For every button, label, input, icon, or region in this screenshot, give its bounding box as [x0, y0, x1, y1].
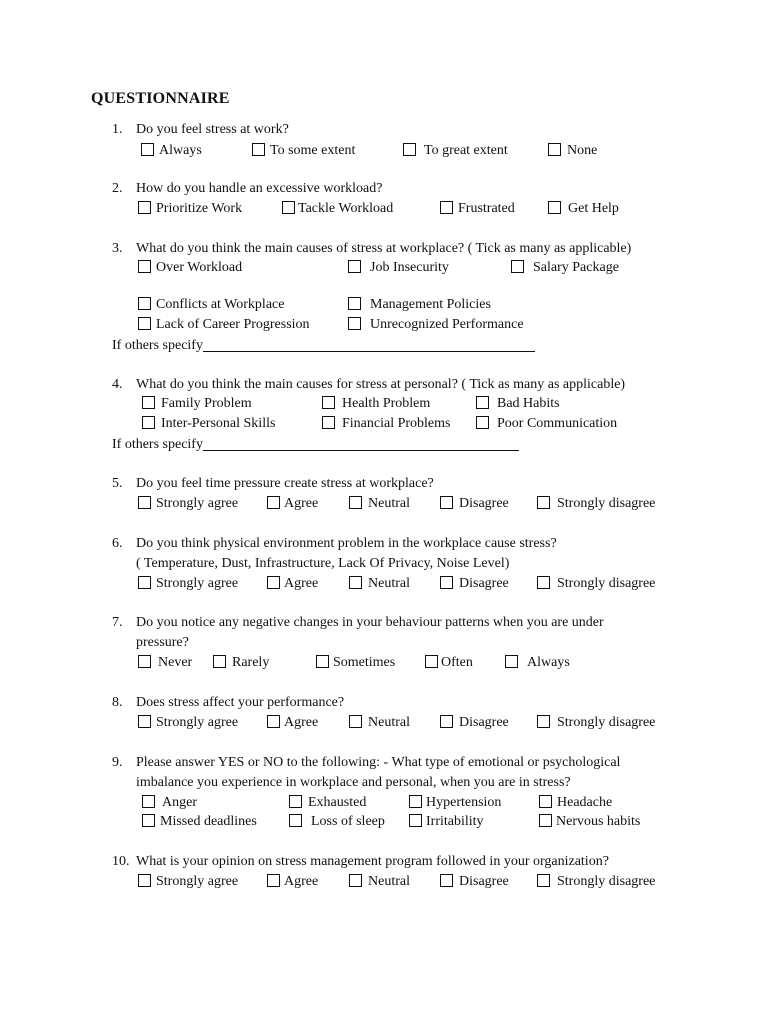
checkbox[interactable] — [348, 260, 361, 273]
question-number: 7. — [112, 615, 123, 630]
checkbox[interactable] — [142, 814, 155, 827]
option-rarely[interactable]: Rarely — [213, 654, 269, 672]
checkbox[interactable] — [289, 814, 302, 827]
checkbox[interactable] — [440, 874, 453, 887]
option-irritability[interactable]: Irritability — [409, 813, 484, 831]
question-number: 1. — [112, 122, 123, 137]
specify-line[interactable] — [203, 337, 535, 352]
option-nervous-habits[interactable]: Nervous habits — [539, 813, 640, 831]
checkbox[interactable] — [348, 297, 361, 310]
question-text-continued: ( Temperature, Dust, Infrastructure, Lack Of Privacy, Noise Level) — [136, 556, 510, 571]
checkbox[interactable] — [267, 715, 280, 728]
option-disagree[interactable]: Disagree — [440, 495, 509, 513]
checkbox[interactable] — [425, 655, 438, 668]
option-neutral[interactable]: Neutral — [349, 714, 410, 732]
option-to-great-extent[interactable]: To great extent — [403, 142, 508, 160]
question-number: 5. — [112, 476, 123, 491]
checkbox[interactable] — [142, 396, 155, 409]
option-disagree[interactable]: Disagree — [440, 873, 509, 891]
option-to-some-extent[interactable]: To some extent — [252, 142, 355, 160]
checkbox[interactable] — [138, 655, 151, 668]
question-text: Do you feel time pressure create stress at workplace? — [136, 476, 434, 491]
question-number: 3. — [112, 241, 123, 256]
option-strongly-agree[interactable]: Strongly agree — [138, 575, 238, 593]
question-text-continued: imbalance you experience in workplace and personal, when you are in stress? — [136, 775, 571, 790]
checkbox[interactable] — [505, 655, 518, 668]
checkbox[interactable] — [267, 874, 280, 887]
checkbox[interactable] — [322, 396, 335, 409]
checkbox[interactable] — [316, 655, 329, 668]
checkbox[interactable] — [409, 795, 422, 808]
question-text: Do you feel stress at work? — [136, 122, 289, 137]
option-agree[interactable]: Agree — [267, 575, 318, 593]
checkbox[interactable] — [138, 496, 151, 509]
question-text-continued: pressure? — [136, 635, 189, 650]
checkbox[interactable] — [138, 201, 151, 214]
option-never[interactable]: Never — [138, 654, 192, 672]
option-get-help[interactable]: Get Help — [548, 200, 619, 218]
question-text: What is your opinion on stress management program followed in your organization? — [136, 854, 609, 869]
question-number: 10. — [112, 854, 130, 869]
option-hypertension[interactable]: Hypertension — [409, 794, 501, 812]
option-exhausted[interactable]: Exhausted — [289, 794, 366, 812]
question-number: 9. — [112, 755, 123, 770]
others-specify-field[interactable]: If others specify — [112, 337, 535, 355]
option-strongly-disagree[interactable]: Strongly disagree — [537, 714, 655, 732]
checkbox[interactable] — [440, 576, 453, 589]
option-management-policies[interactable]: Management Policies — [348, 296, 491, 314]
option-frustrated[interactable]: Frustrated — [440, 200, 515, 218]
question-text: Do you think physical environment problem in the workplace cause stress? — [136, 536, 557, 551]
checkbox[interactable] — [440, 496, 453, 509]
option-strongly-disagree[interactable]: Strongly disagree — [537, 575, 655, 593]
option-missed-deadlines[interactable]: Missed deadlines — [142, 813, 257, 831]
checkbox[interactable] — [138, 874, 151, 887]
checkbox[interactable] — [537, 715, 550, 728]
option-loss-of-sleep[interactable]: Loss of sleep — [289, 813, 385, 831]
option-strongly-agree[interactable]: Strongly agree — [138, 714, 238, 732]
checkbox[interactable] — [138, 576, 151, 589]
checkbox[interactable] — [349, 576, 362, 589]
checkbox[interactable] — [440, 715, 453, 728]
checkbox[interactable] — [537, 496, 550, 509]
checkbox[interactable] — [440, 201, 453, 214]
option-prioritize-work[interactable]: Prioritize Work — [138, 200, 242, 218]
question-number: 6. — [112, 536, 123, 551]
checkbox[interactable] — [213, 655, 226, 668]
question-text: Do you notice any negative changes in your behaviour patterns when you are under — [136, 615, 604, 630]
checkbox[interactable] — [348, 317, 361, 330]
option-over-workload[interactable]: Over Workload — [138, 259, 242, 277]
option-headache[interactable]: Headache — [539, 794, 612, 812]
checkbox[interactable] — [252, 143, 265, 156]
checkbox[interactable] — [511, 260, 524, 273]
specify-line[interactable] — [203, 436, 519, 451]
option-tackle-workload[interactable]: Tackle Workload — [282, 200, 393, 218]
option-conflicts-at-workplace[interactable]: Conflicts at Workplace — [138, 296, 284, 314]
checkbox[interactable] — [282, 201, 295, 214]
option-always[interactable]: Always — [505, 654, 570, 672]
checkbox[interactable] — [138, 297, 151, 310]
option-inter-personal-skills[interactable]: Inter-Personal Skills — [142, 415, 275, 433]
checkbox[interactable] — [539, 814, 552, 827]
option-strongly-agree[interactable]: Strongly agree — [138, 873, 238, 891]
checkbox[interactable] — [289, 795, 302, 808]
checkbox[interactable] — [539, 795, 552, 808]
option-strongly-agree[interactable]: Strongly agree — [138, 495, 238, 513]
checkbox[interactable] — [142, 795, 155, 808]
question-text: How do you handle an excessive workload? — [136, 181, 383, 196]
option-anger[interactable]: Anger — [142, 794, 197, 812]
option-agree[interactable]: Agree — [267, 495, 318, 513]
checkbox[interactable] — [409, 814, 422, 827]
question-text: What do you think the main causes for stress at personal? ( Tick as many as applicable) — [136, 377, 626, 392]
checkbox[interactable] — [349, 874, 362, 887]
option-salary-package[interactable]: Salary Package — [511, 259, 619, 277]
option-always[interactable]: Always — [141, 142, 202, 160]
checkbox[interactable] — [548, 201, 561, 214]
option-family-problem[interactable]: Family Problem — [142, 395, 252, 413]
option-often[interactable]: Often — [425, 654, 473, 672]
checkbox[interactable] — [476, 416, 489, 429]
checkbox[interactable] — [403, 143, 416, 156]
option-strongly-disagree[interactable]: Strongly disagree — [537, 495, 655, 513]
checkbox[interactable] — [537, 874, 550, 887]
option-financial-problems[interactable]: Financial Problems — [322, 415, 451, 433]
option-disagree[interactable]: Disagree — [440, 714, 509, 732]
question-text: What do you think the main causes of stress at workplace? ( Tick as many as applicable) — [136, 241, 632, 256]
option-strongly-disagree[interactable]: Strongly disagree — [537, 873, 655, 891]
option-unrecognized-performance[interactable]: Unrecognized Performance — [348, 316, 524, 334]
checkbox[interactable] — [349, 715, 362, 728]
question-text: Please answer YES or NO to the following: - What type of emotional or psychological — [136, 755, 621, 770]
checkbox[interactable] — [537, 576, 550, 589]
question-text: Does stress affect your performance? — [136, 695, 345, 710]
question-number: 2. — [112, 181, 123, 196]
question-number: 4. — [112, 377, 123, 392]
option-none[interactable]: None — [548, 142, 597, 160]
checkbox[interactable] — [349, 496, 362, 509]
option-health-problem[interactable]: Health Problem — [322, 395, 430, 413]
others-specify-field[interactable]: If others specify — [112, 436, 519, 454]
checkbox[interactable] — [322, 416, 335, 429]
option-neutral[interactable]: Neutral — [349, 495, 410, 513]
option-neutral[interactable]: Neutral — [349, 873, 410, 891]
checkbox[interactable] — [476, 396, 489, 409]
option-bad-habits[interactable]: Bad Habits — [476, 395, 560, 413]
option-agree[interactable]: Agree — [267, 873, 318, 891]
checkbox[interactable] — [141, 143, 154, 156]
option-sometimes[interactable]: Sometimes — [316, 654, 395, 672]
option-agree[interactable]: Agree — [267, 714, 318, 732]
option-disagree[interactable]: Disagree — [440, 575, 509, 593]
checkbox[interactable] — [138, 715, 151, 728]
checkbox[interactable] — [267, 496, 280, 509]
checkbox[interactable] — [267, 576, 280, 589]
page-title: QUESTIONNAIRE — [91, 90, 230, 107]
question-number: 8. — [112, 695, 123, 710]
checkbox[interactable] — [548, 143, 561, 156]
checkbox[interactable] — [142, 416, 155, 429]
option-neutral[interactable]: Neutral — [349, 575, 410, 593]
option-job-insecurity[interactable]: Job Insecurity — [348, 259, 449, 277]
checkbox[interactable] — [138, 260, 151, 273]
option-lack-of-career-progression[interactable]: Lack of Career Progression — [138, 316, 310, 334]
checkbox[interactable] — [138, 317, 151, 330]
option-poor-communication[interactable]: Poor Communication — [476, 415, 617, 433]
